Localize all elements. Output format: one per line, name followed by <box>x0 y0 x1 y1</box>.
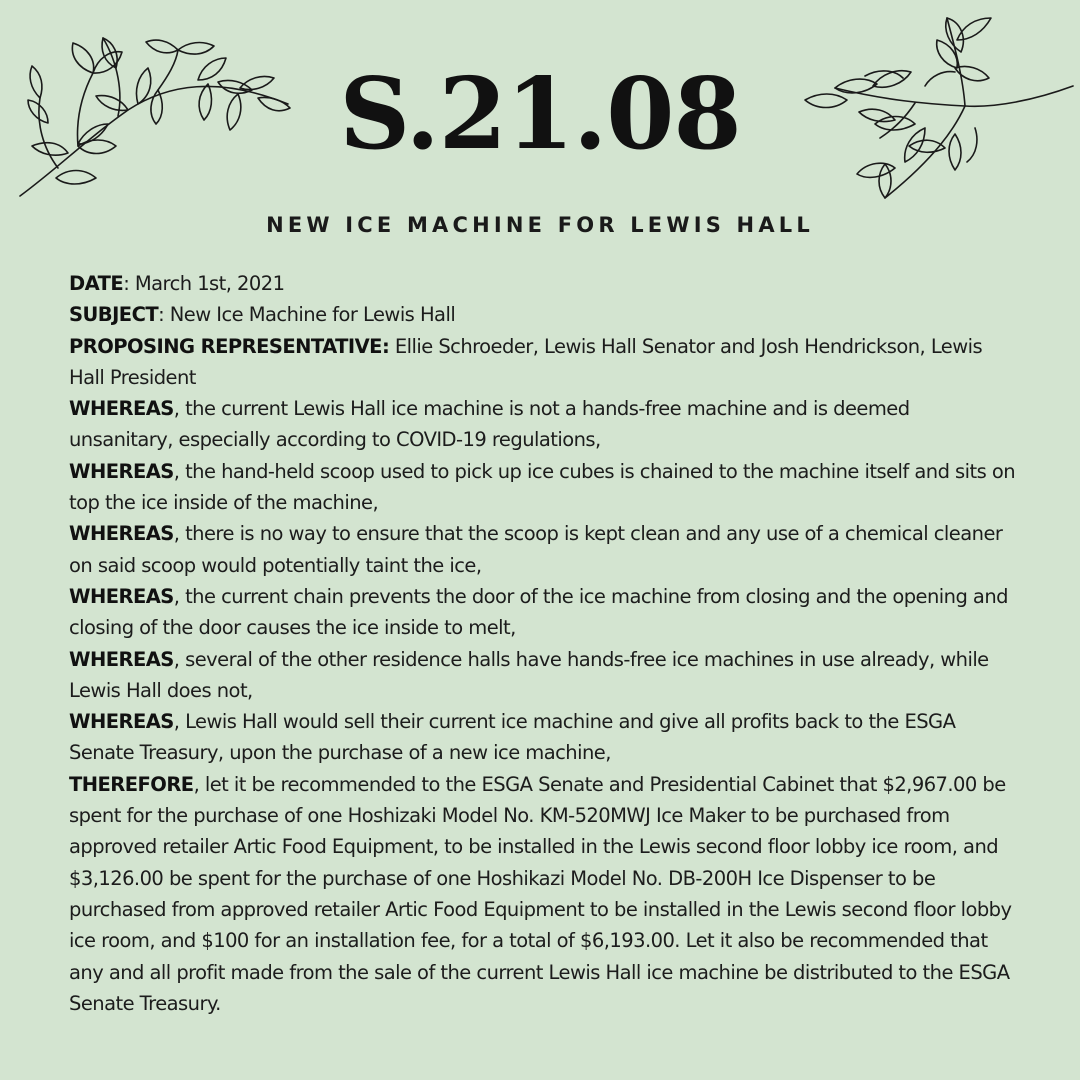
proposing-representative-field <box>69 331 1019 394</box>
page-subtitle: NEW ICE MACHINE FOR LEWIS HALL <box>266 213 814 237</box>
clause-label: THEREFORE <box>69 772 194 796</box>
field-value: : New Ice Machine for Lewis Hall <box>158 303 456 327</box>
clause-text: , let it be recommended to the ESGA Senate and Presidential Cabinet that $2,967.00 be spent for the purchase of one Hoshizaki Model No. KM-520MWJ Ice Maker to be purchased from approved retailer Artic Food Equipment, to be installed in the Lewis second floor lobby ice room, and $3,126.00 be spent for the purchase of one Hoshikazi Model No. DB-200H Ice Dispenser to be purchased from approved retailer Artic Food Equipment to be installed in the Lewis second floor lobby ice room, and $100 for an installation fee, for a total of $6,193.00. Let it also be recommended that any and all profit made from the sale of the current Lewis Hall ice machine be distributed to the ESGA Senate Treasury. <box>69 772 1012 1015</box>
clause-text: , the current chain prevents the door of the ice machine from closing and the opening and closing of the door causes the ice inside to melt, <box>69 584 1008 640</box>
field-label: SUBJECT <box>69 303 159 327</box>
resolution-body <box>69 268 1019 1019</box>
date-field <box>69 268 1019 299</box>
whereas-clause <box>69 518 1019 581</box>
whereas-clause <box>69 706 1019 769</box>
clause-text: , Lewis Hall would sell their current ice machine and give all profits back to the ESGA Senate Treasury, upon the purchase of a new ice machine, <box>69 710 956 765</box>
clause-label: WHEREAS <box>69 397 174 421</box>
whereas-clause <box>69 456 1019 519</box>
whereas-clause <box>69 644 1019 707</box>
clause-label: WHEREAS <box>69 522 174 546</box>
subject-field <box>69 299 1019 330</box>
therefore-clause <box>69 769 1019 1019</box>
clause-text: , the hand-held scoop used to pick up ice cubes is chained to the machine itself and sits on top the ice inside of the machine, <box>69 459 1016 515</box>
page-title: S.21.08 <box>339 57 741 172</box>
clause-text: , the current Lewis Hall ice machine is not a hands-free machine and is deemed unsanitary, especially according to COVID-19 regulations, <box>69 397 910 452</box>
field-value: Ellie Schroeder, Lewis Hall Senator and Josh Hendrickson, Lewis Hall President <box>69 334 983 389</box>
clause-label: WHEREAS <box>69 710 174 734</box>
clause-label: WHEREAS <box>69 647 174 671</box>
clause-label: WHEREAS <box>69 584 174 608</box>
clause-text: , several of the other residence halls have hands-free ice machines in use already, while Lewis Hall does not, <box>69 647 989 702</box>
field-label: PROPOSING REPRESENTATIVE: <box>69 334 390 358</box>
field-value: : March 1st, 2021 <box>123 272 285 295</box>
whereas-clause <box>69 393 1019 456</box>
field-label: DATE <box>69 272 124 295</box>
whereas-clause <box>69 581 1019 644</box>
clause-label: WHEREAS <box>69 459 174 483</box>
clause-text: , there is no way to ensure that the scoop is kept clean and any use of a chemical cleaner on said scoop would potentially taint the ice, <box>69 522 1003 577</box>
